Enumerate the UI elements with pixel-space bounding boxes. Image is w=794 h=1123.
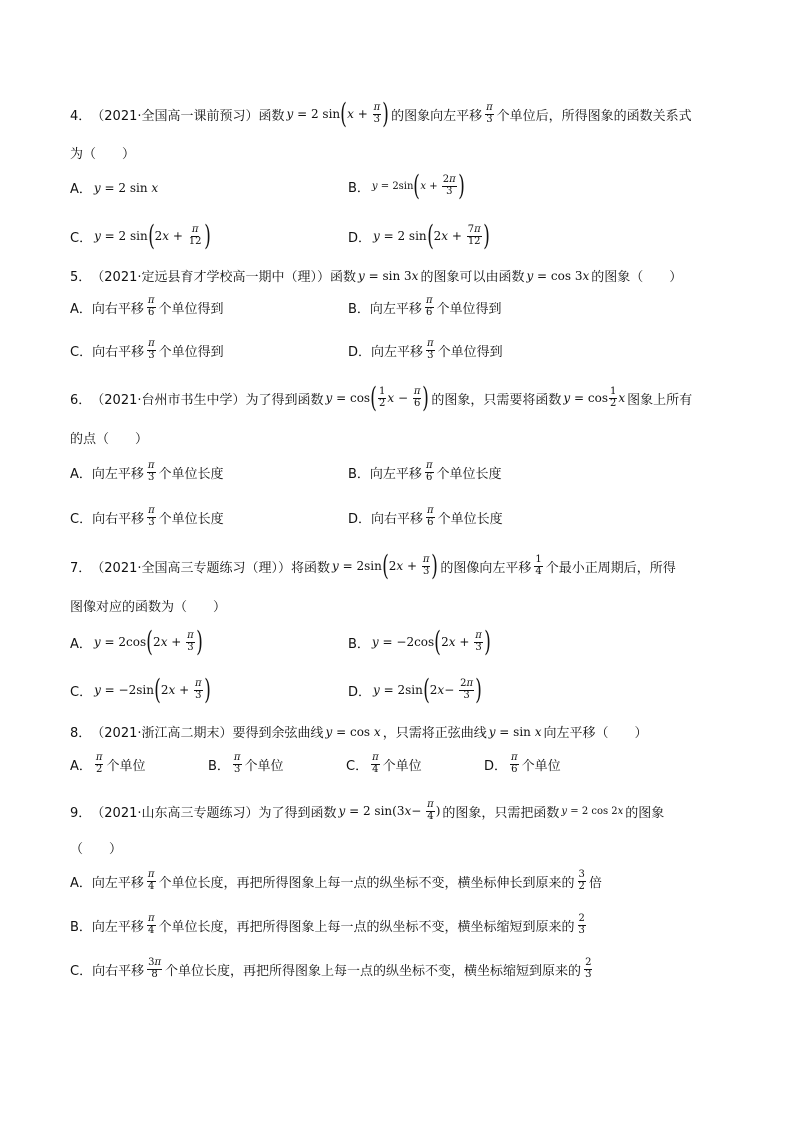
formula: $\frac{\pi}{4}$ bbox=[147, 913, 155, 936]
question-source: （2021·台州市书生中学） bbox=[91, 392, 246, 408]
option-label: C． bbox=[70, 344, 93, 360]
question-text: 的图象 bbox=[625, 805, 665, 821]
option-label: C． bbox=[70, 511, 93, 527]
option-label: A． bbox=[70, 466, 92, 482]
option-text: 向左平移 bbox=[91, 919, 144, 935]
formula: $\frac{\pi}{6}$ bbox=[511, 752, 518, 775]
formula: y = cos x bbox=[325, 724, 381, 739]
question-text: 的图像向左平移 bbox=[440, 560, 532, 576]
formula: $\frac{\pi}{6}$ bbox=[147, 295, 155, 318]
formula: $\frac{\pi}{3}$ bbox=[147, 460, 155, 483]
question-text: 为（ ） bbox=[70, 147, 136, 162]
question-source: （2021·全国高一课前预习） bbox=[91, 108, 259, 124]
question-text: （ ） bbox=[70, 842, 123, 857]
question-8-stem bbox=[70, 722, 648, 741]
question-number: 5． bbox=[70, 270, 92, 285]
question-text: 个单位后，所得图象的函数关系式 bbox=[496, 108, 692, 124]
option-label: C． bbox=[70, 684, 93, 700]
option-b bbox=[208, 753, 284, 775]
formula: y = 2 sin x bbox=[93, 180, 159, 195]
option-text: 个单位 bbox=[106, 758, 146, 774]
question-number: 9． bbox=[70, 805, 92, 821]
formula: y = 2 sin ( 2 x + $\frac{7\pi}{12}$ ) bbox=[373, 219, 490, 252]
formula: $\frac{\pi}{6}$ bbox=[425, 460, 433, 483]
formula: y = 2 sin(3 x − $\frac{\pi}{4}$ ) bbox=[338, 799, 441, 822]
option-text: 个单位 bbox=[382, 758, 422, 774]
option-c bbox=[70, 958, 595, 980]
formula: y = sin 3 x bbox=[358, 268, 419, 283]
formula: $\frac{\pi}{3}$ bbox=[148, 338, 155, 361]
option-label: D． bbox=[348, 684, 372, 700]
option-a bbox=[70, 178, 160, 197]
question-source: （2021·山东高三专题练习） bbox=[91, 805, 259, 821]
option-b bbox=[348, 461, 502, 483]
question-9-stem bbox=[70, 800, 664, 822]
formula: $\frac{\pi}{4}$ bbox=[147, 869, 155, 892]
option-c bbox=[70, 219, 212, 252]
question-number: 7． bbox=[70, 560, 92, 576]
formula: $\frac{3\pi}{8}$ bbox=[148, 957, 162, 980]
option-a bbox=[70, 625, 205, 658]
formula: $\frac{\pi}{6}$ bbox=[427, 505, 434, 528]
option-text: 个单位得到 bbox=[158, 301, 224, 317]
option-label: A． bbox=[70, 875, 92, 891]
formula: y = −2sin ( 2 x + $\frac{\pi}{3}$ ) bbox=[94, 673, 211, 706]
question-source: （2021·浙江高二期末） bbox=[91, 726, 233, 741]
option-a bbox=[70, 753, 146, 775]
option-b bbox=[348, 169, 467, 202]
option-label: B． bbox=[70, 919, 92, 935]
formula: $\frac{\pi}{2}$ bbox=[95, 752, 103, 775]
option-text: 个单位长度 bbox=[437, 511, 503, 527]
question-text: 的点（ ） bbox=[70, 432, 149, 447]
question-text: ，只需将正弦曲线 bbox=[382, 726, 487, 741]
formula: y = 2sin ( 2 x − $\frac{2\pi}{3}$ ) bbox=[373, 673, 482, 706]
option-d bbox=[348, 506, 503, 528]
option-d bbox=[348, 219, 492, 252]
formula: $\frac{3}{2}$ bbox=[578, 869, 585, 892]
option-text: 个单位得到 bbox=[437, 344, 503, 360]
question-5-stem bbox=[70, 266, 682, 285]
option-text: 向左平移 bbox=[91, 875, 144, 891]
question-text: 的图象，只需要将函数 bbox=[431, 392, 562, 408]
formula: $\frac{\pi}{3}$ bbox=[233, 752, 241, 775]
option-label: D． bbox=[348, 344, 372, 360]
formula: y = 2 sin ( 2 x + $\frac{\pi}{12}$ ) bbox=[94, 219, 211, 252]
option-text: 倍 bbox=[588, 875, 602, 891]
question-text: 函数 bbox=[330, 270, 357, 285]
option-label: B． bbox=[348, 466, 370, 482]
option-label: B． bbox=[348, 180, 370, 196]
question-text: 个最小正周期后，所得 bbox=[545, 560, 676, 576]
option-text: 向左平移 bbox=[369, 301, 422, 317]
option-label: C． bbox=[346, 758, 369, 774]
formula: y = cos ( $\frac{1}{2}$ x − $\frac{\pi}{6}$ ) bbox=[325, 381, 430, 414]
option-label: C． bbox=[70, 963, 93, 979]
question-number: 4． bbox=[70, 108, 92, 124]
formula: $\frac{\pi}{4}$ bbox=[372, 752, 379, 775]
option-d bbox=[348, 339, 503, 361]
option-b bbox=[348, 625, 493, 658]
formula: y = sin x bbox=[488, 724, 542, 739]
question-6-stem bbox=[70, 381, 693, 414]
option-text: 向左平移 bbox=[371, 344, 424, 360]
question-text: 图像对应的函数为（ ） bbox=[70, 600, 227, 615]
option-label: D． bbox=[348, 511, 372, 527]
option-c bbox=[70, 506, 224, 528]
option-text: 向右平移 bbox=[371, 511, 424, 527]
formula: $\frac{\pi}{3}$ bbox=[148, 505, 155, 528]
formula: y = −2cos ( 2 x + $\frac{\pi}{3}$ ) bbox=[371, 625, 491, 658]
option-label: A． bbox=[70, 182, 92, 197]
option-b bbox=[348, 296, 502, 318]
option-a bbox=[70, 461, 224, 483]
question-text: 为了得到函数 bbox=[245, 392, 324, 408]
formula: y = 2sin ( x + $\frac{2\pi}{3}$ ) bbox=[371, 169, 465, 202]
formula: y = cos $\frac{1}{2}$ x bbox=[563, 386, 626, 409]
formula: $\frac{\pi}{3}$ bbox=[486, 102, 493, 125]
option-text: 个单位长度 bbox=[436, 466, 502, 482]
question-source: （2021·定远县育才学校高一期中（理）） bbox=[91, 270, 330, 285]
question-text: 的图象（ ） bbox=[591, 270, 683, 285]
question-text: 的图象，只需把函数 bbox=[442, 805, 560, 821]
option-label: D． bbox=[484, 758, 508, 774]
option-text: 个单位长度，再把所得图象上每一点的纵坐标不变，横坐标缩短到原来的 bbox=[165, 963, 582, 979]
option-a bbox=[70, 296, 224, 318]
option-label: A． bbox=[70, 758, 92, 774]
question-text: 的图象可以由函数 bbox=[420, 270, 525, 285]
option-c bbox=[346, 753, 422, 775]
option-label: D． bbox=[348, 230, 372, 246]
option-text: 向左平移 bbox=[369, 466, 422, 482]
option-label: B． bbox=[208, 758, 230, 774]
option-text: 向右平移 bbox=[92, 344, 145, 360]
question-7-stem bbox=[70, 549, 676, 582]
formula: $\frac{2}{3}$ bbox=[585, 957, 592, 980]
option-text: 向右平移 bbox=[91, 301, 144, 317]
formula: y = cos 3 x bbox=[526, 268, 590, 283]
option-text: 个单位长度，再把所得图象上每一点的纵坐标不变，横坐标缩短到原来的 bbox=[158, 919, 575, 935]
formula: $\frac{2}{3}$ bbox=[578, 913, 585, 936]
option-text: 向右平移 bbox=[92, 511, 145, 527]
option-label: A． bbox=[70, 301, 92, 317]
question-6-stem-cont bbox=[70, 428, 148, 447]
formula: y = 2 cos 2 x bbox=[561, 805, 624, 817]
option-label: B． bbox=[348, 636, 370, 652]
option-text: 个单位长度 bbox=[158, 511, 224, 527]
option-a bbox=[70, 870, 602, 892]
option-text: 向左平移 bbox=[91, 466, 144, 482]
question-text: 图象上所有 bbox=[627, 392, 693, 408]
option-d bbox=[484, 753, 561, 775]
question-text: 函数 bbox=[258, 108, 285, 124]
option-text: 个单位 bbox=[244, 758, 284, 774]
question-4-stem bbox=[70, 97, 692, 130]
option-b bbox=[70, 914, 589, 936]
formula: $\frac{\pi}{6}$ bbox=[425, 295, 433, 318]
question-source: （2021·全国高三专题练习（理）） bbox=[91, 560, 291, 576]
question-number: 6． bbox=[70, 392, 92, 408]
formula: $\frac{\pi}{3}$ bbox=[427, 338, 434, 361]
option-text: 个单位长度 bbox=[158, 466, 224, 482]
formula: y = 2 sin ( x + $\frac{\pi}{3}$ ) bbox=[286, 97, 389, 130]
question-text: 的图象向左平移 bbox=[391, 108, 483, 124]
option-label: B． bbox=[348, 301, 370, 317]
option-c bbox=[70, 339, 224, 361]
option-text: 个单位得到 bbox=[436, 301, 502, 317]
option-c bbox=[70, 673, 213, 706]
option-label: A． bbox=[70, 636, 92, 652]
option-label: C． bbox=[70, 230, 93, 246]
option-text: 个单位长度，再把所得图象上每一点的纵坐标不变，横坐标伸长到原来的 bbox=[158, 875, 575, 891]
option-text: 个单位得到 bbox=[158, 344, 224, 360]
question-text: 为了得到函数 bbox=[258, 805, 337, 821]
option-d bbox=[348, 673, 484, 706]
question-number: 8． bbox=[70, 726, 92, 741]
question-9-stem-cont bbox=[70, 838, 122, 857]
formula: $\frac{1}{4}$ bbox=[535, 554, 542, 577]
question-text: 向左平移（ ） bbox=[543, 726, 648, 741]
question-4-stem-cont bbox=[70, 143, 135, 162]
option-text: 个单位 bbox=[521, 758, 561, 774]
question-text: 将函数 bbox=[291, 560, 331, 576]
question-7-stem-cont bbox=[70, 596, 226, 615]
question-text: 要得到余弦曲线 bbox=[232, 726, 324, 741]
formula: y = 2sin ( 2 x + $\frac{\pi}{3}$ ) bbox=[332, 549, 439, 582]
option-text: 向右平移 bbox=[92, 963, 145, 979]
formula: y = 2cos ( 2 x + $\frac{\pi}{3}$ ) bbox=[93, 625, 203, 658]
